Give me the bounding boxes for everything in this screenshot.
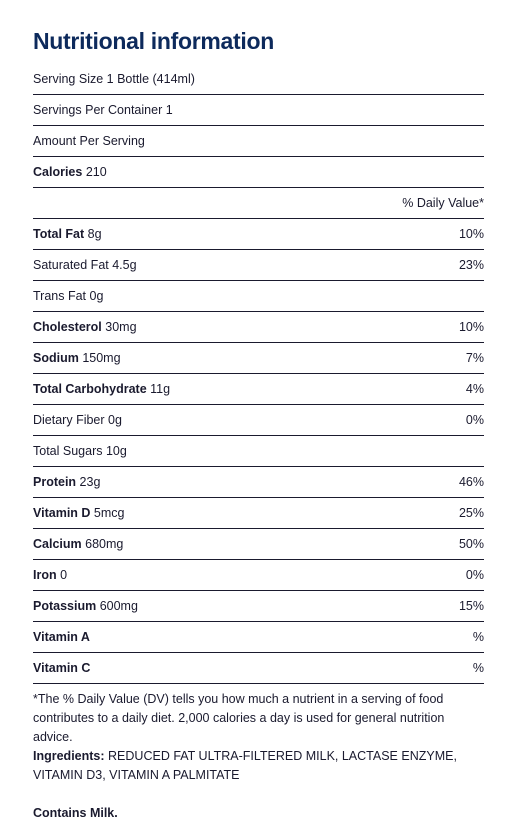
nutrient-row (33, 436, 484, 467)
nutrient-row (33, 653, 484, 684)
ingredients-label: Ingredients: (33, 749, 105, 763)
nutrient-name: Calcium (33, 537, 82, 551)
nutrient-daily-value: % (472, 630, 484, 644)
nutrient-daily-value: 4% (465, 382, 484, 396)
page-title: Nutritional information (33, 28, 274, 54)
nutrient-label-wrap (33, 405, 122, 435)
nutrient-daily-value: 7% (465, 351, 484, 365)
nutrition-table (33, 64, 484, 684)
nutrient-name: Total Carbohydrate (33, 382, 147, 396)
nutrient-name: Iron (33, 568, 57, 582)
serving-size-text: Serving Size 1 Bottle (414ml) (33, 72, 195, 86)
nutrient-name: Saturated Fat (33, 258, 109, 272)
nutrient-rows (33, 219, 484, 684)
daily-value-footnote: *The % Daily Value (DV) tells you how much a nutrient in a serving of food contributes to a daily diet. 2,000 calories a day is used for general nutrition advice. (33, 692, 445, 744)
nutrient-label-wrap (33, 281, 103, 311)
nutrient-name: Cholesterol (33, 320, 102, 334)
nutrient-label-wrap (33, 250, 137, 280)
nutrient-amount: 0 (60, 568, 68, 582)
nutrient-row (33, 467, 484, 498)
nutrient-name: Vitamin C (33, 661, 91, 675)
nutrient-label-wrap (33, 436, 127, 466)
nutrient-label-wrap (33, 219, 102, 249)
nutrient-row (33, 343, 484, 374)
allergen-statement: Contains Milk. (33, 806, 118, 820)
nutrient-amount: 600mg (99, 599, 138, 613)
nutrient-label-wrap (33, 312, 137, 342)
nutrient-amount: 0g (89, 289, 104, 303)
nutrient-amount: 680mg (85, 537, 124, 551)
nutrient-name: Total Sugars (33, 444, 103, 458)
nutrient-daily-value: 10% (458, 227, 484, 241)
nutrient-amount: 10g (105, 444, 127, 458)
nutrient-amount: 150mg (82, 351, 121, 365)
nutrient-daily-value: 15% (458, 599, 484, 613)
calories-row (33, 157, 484, 188)
nutrient-row (33, 622, 484, 653)
nutrient-row (33, 219, 484, 250)
nutrient-daily-value: 10% (458, 320, 484, 334)
nutrient-name: Trans Fat (33, 289, 87, 303)
nutrient-daily-value: 0% (465, 413, 484, 427)
nutrient-row (33, 250, 484, 281)
nutrient-name: Sodium (33, 351, 79, 365)
amount-per-serving-text: Amount Per Serving (33, 134, 145, 148)
nutrient-amount: 4.5g (112, 258, 137, 272)
nutrient-daily-value: 0% (465, 568, 484, 582)
nutrient-label-wrap (33, 591, 138, 621)
calories-label: Calories (33, 165, 83, 179)
nutrient-row (33, 591, 484, 622)
servings-per-container-row (33, 95, 484, 126)
daily-value-header: % Daily Value* (402, 196, 484, 210)
nutrient-daily-value: 46% (458, 475, 484, 489)
nutrient-name: Potassium (33, 599, 97, 613)
calories-value: 210 (85, 165, 107, 179)
nutrient-name: Vitamin A (33, 630, 90, 644)
nutrient-label-wrap (33, 467, 100, 497)
nutrient-row (33, 529, 484, 560)
nutrition-panel (33, 0, 484, 823)
nutrient-amount: 8g (87, 227, 102, 241)
nutrient-row (33, 560, 484, 591)
nutrient-daily-value: 25% (458, 506, 484, 520)
servings-per-container-text: Servings Per Container 1 (33, 103, 173, 117)
nutrient-amount: 30mg (105, 320, 137, 334)
nutrient-label-wrap (33, 498, 124, 528)
nutrient-label-wrap (33, 343, 121, 373)
nutrient-amount: 23g (79, 475, 101, 489)
nutrient-daily-value: % (472, 661, 484, 675)
nutrient-amount: 11g (150, 382, 171, 396)
nutrient-amount: 5mcg (93, 506, 125, 520)
nutrient-daily-value: 23% (458, 258, 484, 272)
nutrient-row (33, 312, 484, 343)
amount-per-serving-row (33, 126, 484, 157)
nutrient-label-wrap (33, 374, 170, 404)
serving-size-row (33, 64, 484, 95)
nutrient-daily-value: 50% (458, 537, 484, 551)
nutrient-amount: 0g (108, 413, 122, 427)
nutrient-name: Protein (33, 475, 77, 489)
nutrient-row (33, 374, 484, 405)
ingredients (33, 747, 484, 785)
ingredients-text: REDUCED FAT ULTRA-FILTERED MILK, LACTASE ENZYME, VITAMIN D3, VITAMIN A PALMITATE (33, 749, 457, 782)
nutrient-label-wrap (33, 529, 123, 559)
nutrient-label-wrap (33, 653, 90, 683)
nutrient-label-wrap (33, 622, 90, 652)
nutrient-name: Vitamin D (33, 506, 91, 520)
calories-label-wrap (33, 157, 107, 187)
nutrient-name: Dietary Fiber (33, 413, 105, 427)
nutrient-row (33, 281, 484, 312)
nutrient-row (33, 405, 484, 436)
nutrient-label-wrap (33, 560, 67, 590)
nutrient-name: Total Fat (33, 227, 85, 241)
daily-value-header-row (33, 188, 484, 219)
nutrient-row (33, 498, 484, 529)
